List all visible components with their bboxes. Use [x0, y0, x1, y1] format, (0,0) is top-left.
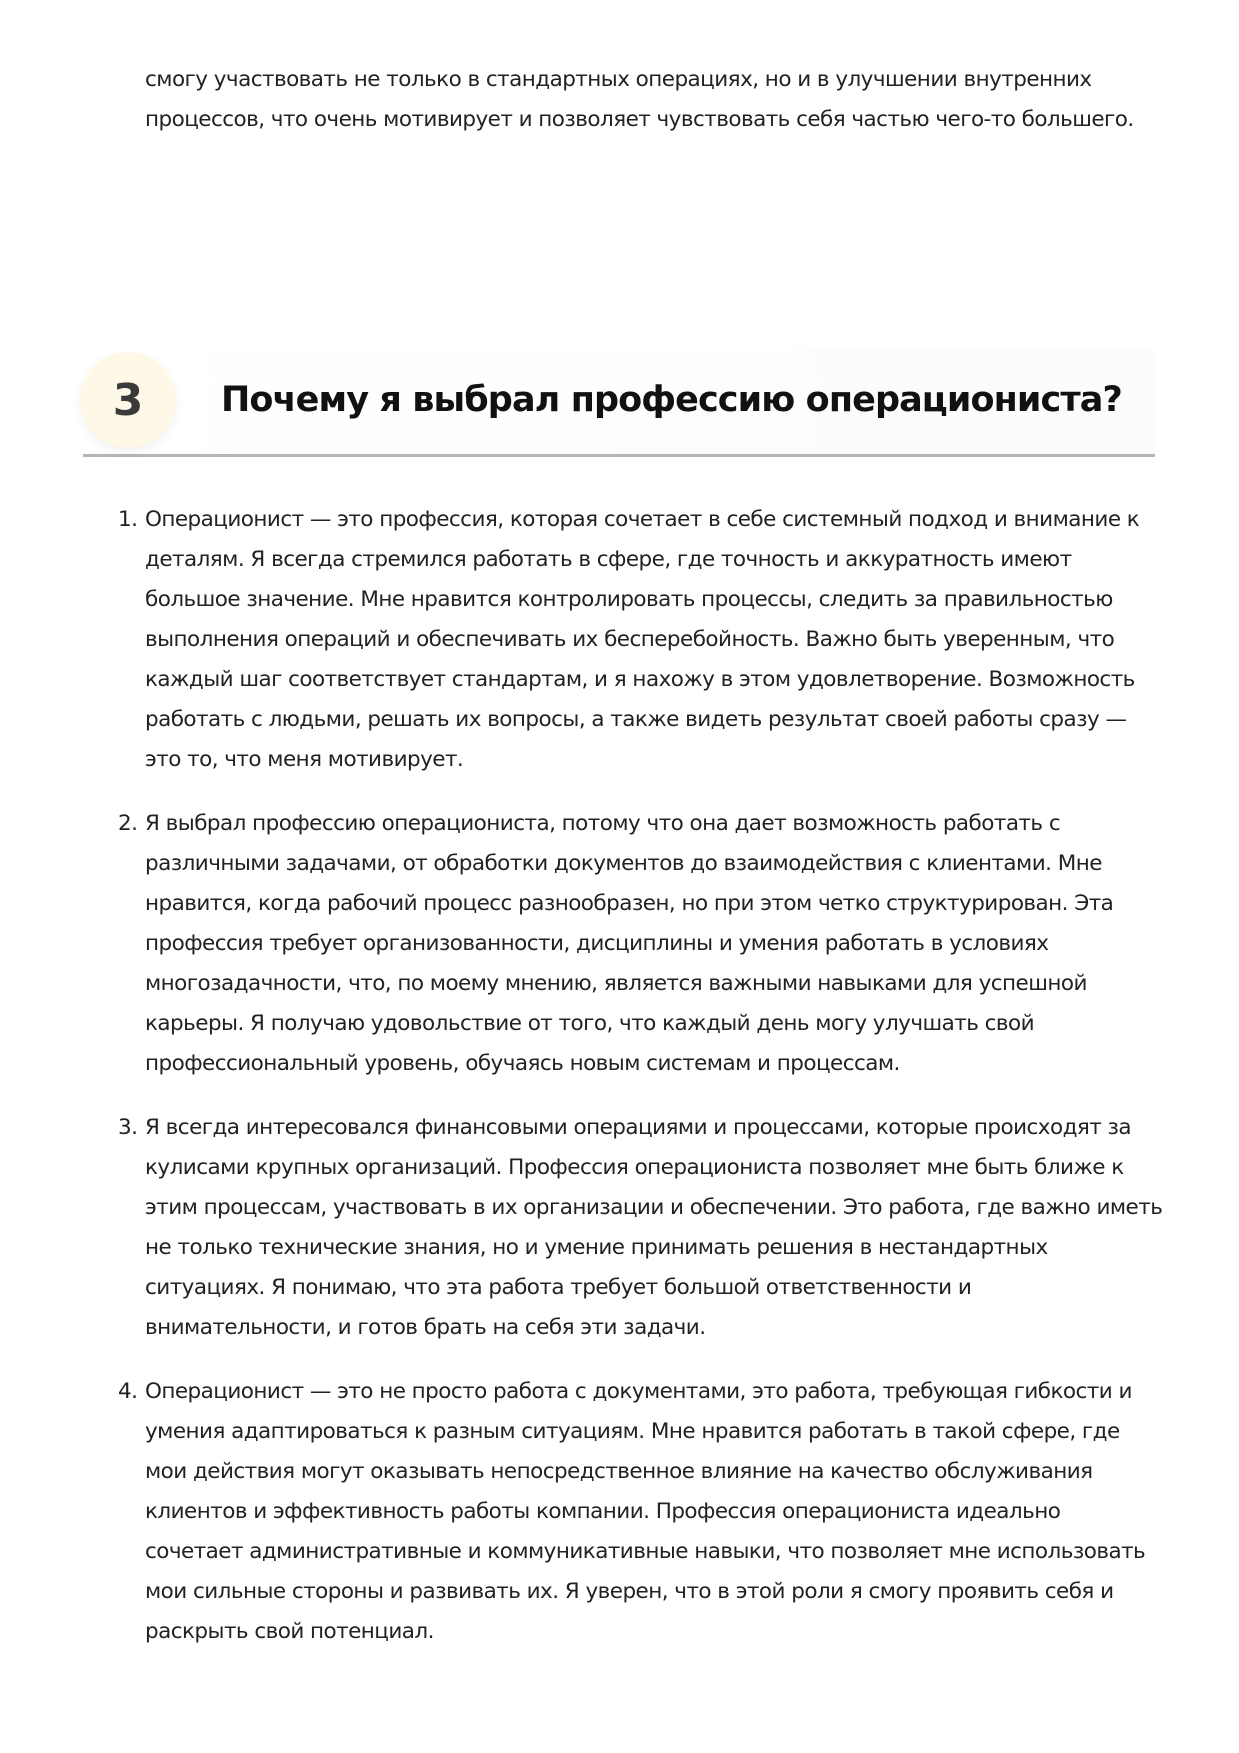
section-number-badge: 3	[80, 352, 176, 448]
list-marker: 4.	[118, 1379, 138, 1404]
list-marker: 3.	[118, 1115, 138, 1140]
list-item-text: Я выбрал профессию операциониста, потому что она дает возможность работать с различными задачами, от обработки документов до взаимодействия с клиентами. Мне нравится, когда рабочий процесс разнообразен, но при этом четко структурирован. Эта профессия требует организованности, дисциплины и умения работать в условиях многозадачности, что, по моему мнению, является важными навыками для успешной карьеры. Я получаю удовольствие от того, что каждый день могу улучшать свой профессиональный уровень, обучаясь новым системам и процессам.	[145, 811, 1114, 1076]
section-header	[83, 350, 1155, 457]
list-marker: 1.	[118, 507, 138, 532]
reasons-list	[118, 500, 1163, 1676]
intro-paragraph: смогу участвовать не только в стандартных операциях, но и в улучшении внутренних процессов, что очень мотивирует и позволяет чувствовать себя частью чего-то большего.	[145, 67, 1134, 132]
section-title: Почему я выбрал профессию операциониста?	[221, 380, 1122, 420]
list-item-text: Я всегда интересовался финансовыми операциями и процессами, которые происходят за кулисами крупных организаций. Профессия операциониста позволяет мне быть ближе к этим процессам, участвовать в их организации и обеспечении. Это работа, где важно иметь не только технические знания, но и умение принимать решения в нестандартных ситуациях. Я понимаю, что эта работа требует большой ответственности и внимательности, и готов брать на себя эти задачи.	[145, 1115, 1163, 1340]
list-marker: 2.	[118, 811, 138, 836]
list-item-text: Операционист — это профессия, которая сочетает в себе системный подход и внимание к деталям. Я всегда стремился работать в сфере, где точность и аккуратность имеют большое значение. Мне нравится контролировать процессы, следить за правильностью выполнения операций и обеспечивать их бесперебойность. Важно быть уверенным, что каждый шаг соответствует стандартам, и я нахожу в этом удовлетворение. Возможность работать с людьми, решать их вопросы, а также видеть результат своей работы сразу — это то, что меня мотивирует.	[145, 507, 1140, 772]
list-item	[118, 1108, 1163, 1348]
list-item	[118, 804, 1163, 1084]
list-item	[118, 500, 1163, 780]
list-item-text: Операционист — это не просто работа с документами, это работа, требующая гибкости и умения адаптироваться к разным ситуациям. Мне нравится работать в такой сфере, где мои действия могут оказывать непосредственное влияние на качество обслуживания клиентов и эффективность работы компании. Профессия операциониста идеально сочетает административные и коммуникативные навыки, что позволяет мне использовать мои сильные стороны и развивать их. Я уверен, что в этой роли я смогу проявить себя и раскрыть свой потенциал.	[145, 1379, 1146, 1644]
list-item	[118, 1372, 1163, 1652]
